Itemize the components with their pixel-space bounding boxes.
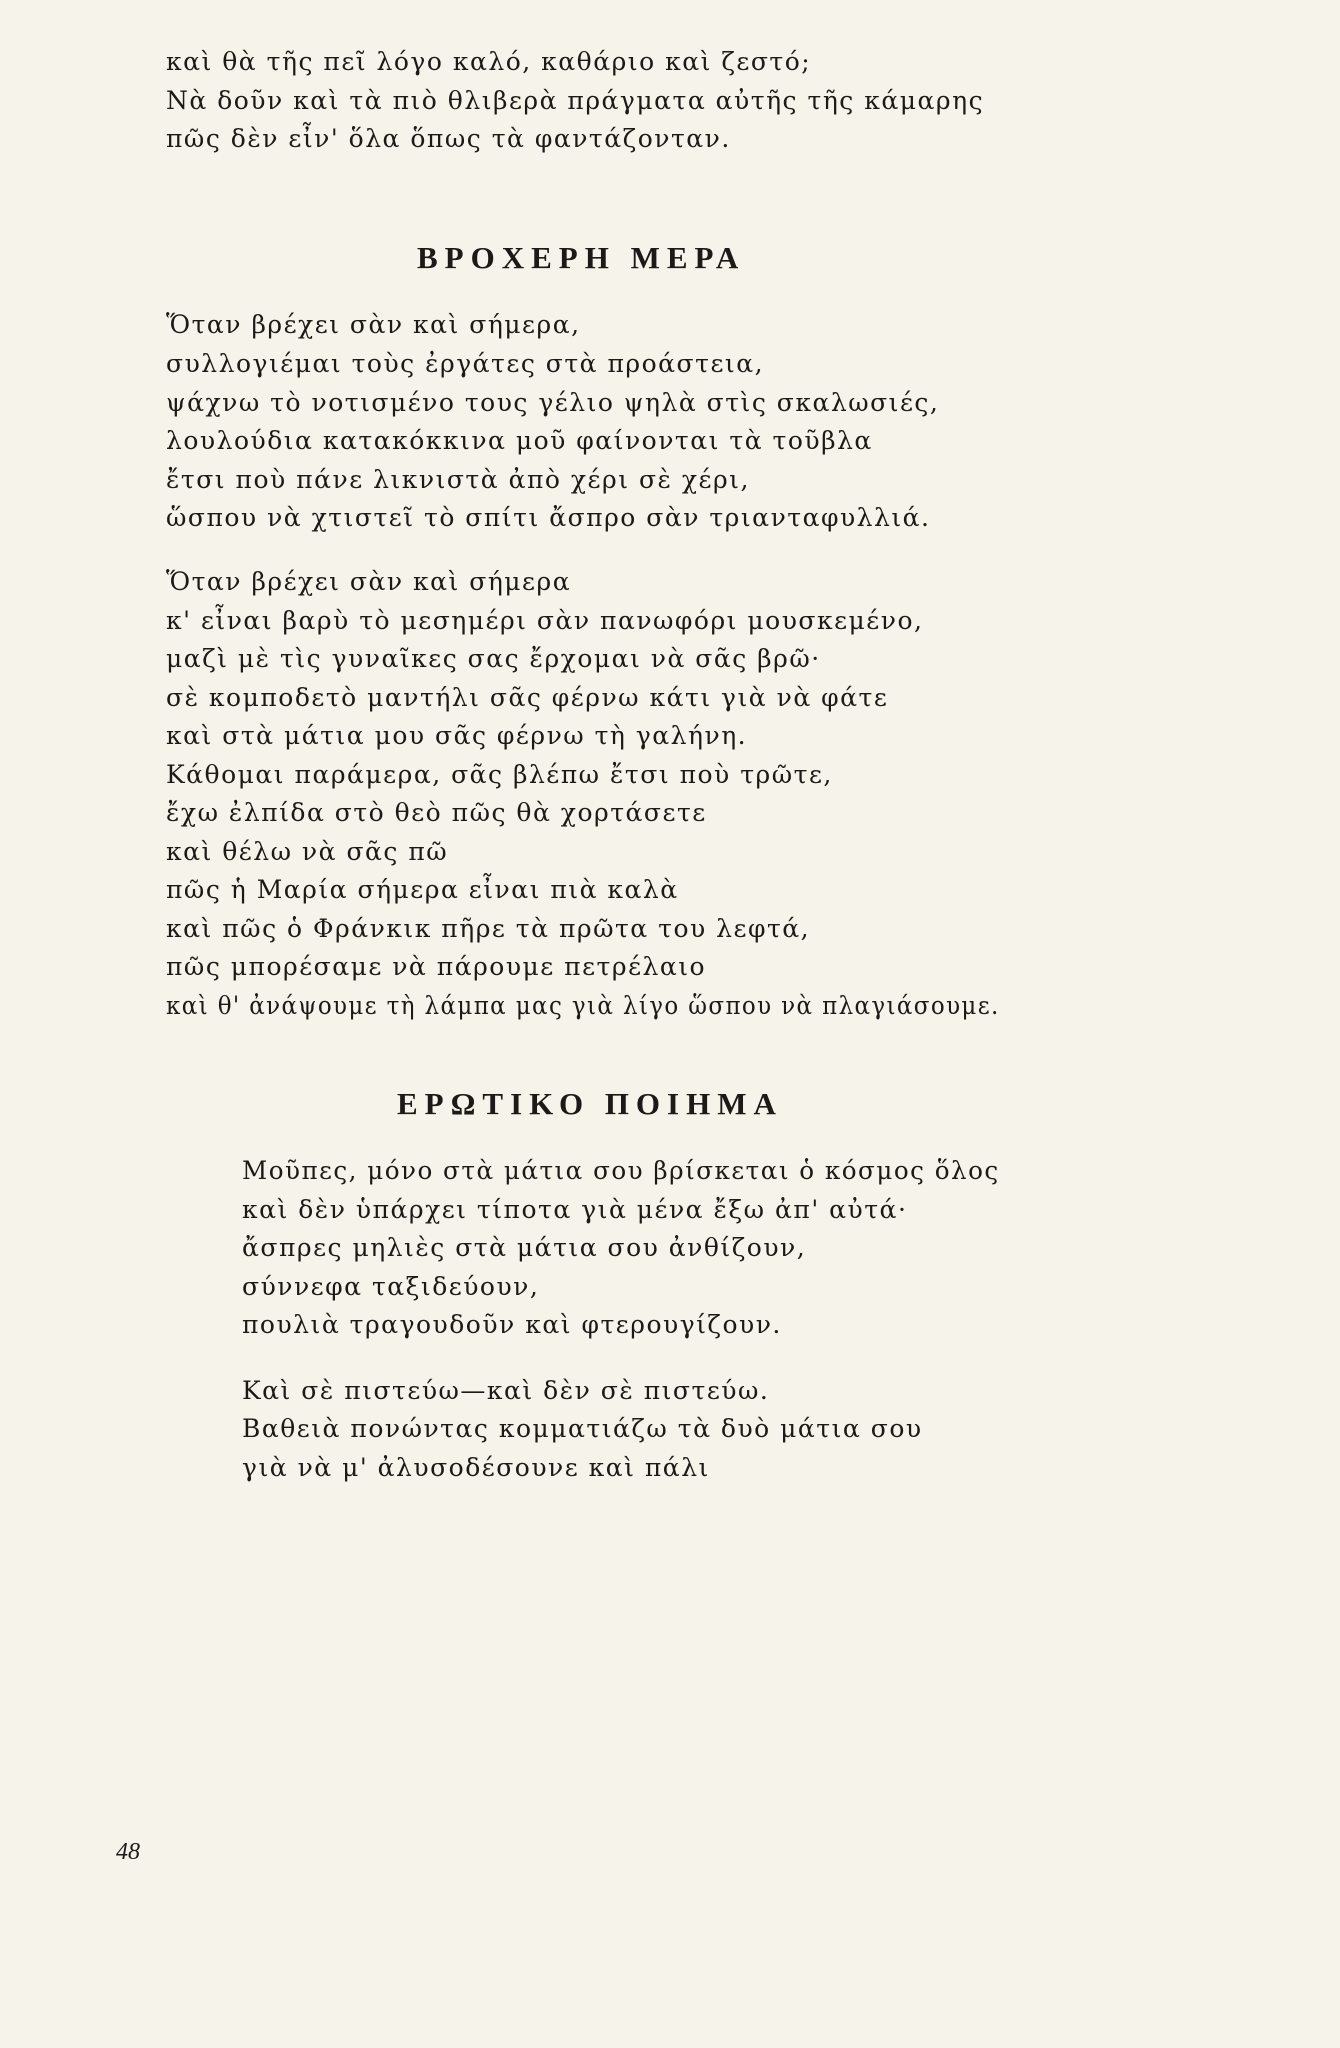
verse-line: σὲ κομποδετὸ μαντήλι σᾶς φέρνω κάτι γιὰ νὰ φάτε (166, 683, 889, 712)
verse-line: πουλιὰ τραγουδοῦν καὶ φτερουγίζουν. (242, 1310, 782, 1339)
verse-line: Ὅταν βρέχει σὰν καὶ σήμερα, (166, 310, 581, 339)
verse-line: καὶ θέλω νὰ σᾶς πῶ (166, 837, 449, 866)
verse-line: μαζὶ μὲ τὶς γυναῖκες σας ἔρχομαι νὰ σᾶς βρῶ· (166, 644, 821, 673)
verse-line: καὶ δὲν ὑπάρχει τίποτα γιὰ μένα ἔξω ἀπ' αὐτά· (242, 1195, 908, 1224)
verse-line: πῶς μπορέσαμε νὰ πάρουμε πετρέλαιο (166, 952, 707, 981)
poem-title: ΒΡΟΧΕΡΗ ΜΕΡΑ (417, 240, 746, 275)
verse-line: συλλογιέμαι τοὺς ἐργάτες στὰ προάστεια, (166, 349, 765, 378)
page-number: 48 (116, 1839, 140, 1865)
verse-line: καὶ θὰ τῆς πεῖ λόγο καλό, καθάριο καὶ ζεστό; (166, 47, 812, 76)
verse-line: καὶ στὰ μάτια μου σᾶς φέρνω τὴ γαλήνη. (166, 721, 748, 750)
verse-line: λουλούδια κατακόκκινα μοῦ φαίνονται τὰ τοῦβλα (166, 426, 873, 455)
verse-line: ψάχνω τὸ νοτισμένο τους γέλιο ψηλὰ στὶς σκαλωσιές, (166, 388, 940, 417)
verse-line: κ' εἶναι βαρὺ τὸ μεσημέρι σὰν πανωφόρι μουσκεμένο, (166, 606, 924, 635)
verse-line: Ὅταν βρέχει σὰν καὶ σήμερα (166, 567, 572, 596)
verse-line: Βαθειὰ πονώντας κομματιάζω τὰ δυὸ μάτια σου (242, 1414, 923, 1443)
verse-line: Μοῦπες, μόνο στὰ μάτια σου βρίσκεται ὁ κόσμος ὅλος (242, 1156, 1000, 1185)
verse-line: σύννεφα ταξιδεύουν, (242, 1272, 540, 1301)
verse-line: ὥσπου νὰ χτιστεῖ τὸ σπίτι ἄσπρο σὰν τριανταφυλλιά. (166, 503, 931, 532)
verse-line: ἔτσι ποὺ πάνε λικνιστὰ ἀπὸ χέρι σὲ χέρι, (166, 465, 750, 494)
verse-line: καὶ πῶς ὁ Φράνκικ πῆρε τὰ πρῶτα του λεφτά, (166, 914, 811, 943)
verse-line: Κάθομαι παράμερα, σᾶς βλέπω ἔτσι ποὺ τρῶτε, (166, 760, 833, 789)
verse-line: ἔχω ἐλπίδα στὸ θεὸ πῶς θὰ χορτάσετε (166, 798, 707, 827)
verse-line: γιὰ νὰ μ' ἀλυσοδέσουνε καὶ πάλι (242, 1453, 710, 1482)
verse-line: πῶς ἡ Μαρία σήμερα εἶναι πιὰ καλὰ (166, 875, 679, 904)
verse-line: ἄσπρες μηλιὲς στὰ μάτια σου ἀνθίζουν, (242, 1233, 807, 1262)
verse-line: καὶ θ' ἀνάψουμε τὴ λάμπα μας γιὰ λίγο ὥσπου νὰ πλαγιάσουμε. (166, 991, 1000, 1020)
verse-line: Καὶ σὲ πιστεύω—καὶ δὲν σὲ πιστεύω. (242, 1376, 770, 1405)
verse-line: πῶς δὲν εἶν' ὅλα ὅπως τὰ φαντάζονταν. (166, 124, 731, 153)
verse-line: Νὰ δοῦν καὶ τὰ πιὸ θλιβερὰ πράγματα αὐτῆς τῆς κάμαρης (166, 86, 985, 115)
poem-title: ΕΡΩΤΙΚΟ ΠΟΙΗΜΑ (397, 1086, 783, 1121)
